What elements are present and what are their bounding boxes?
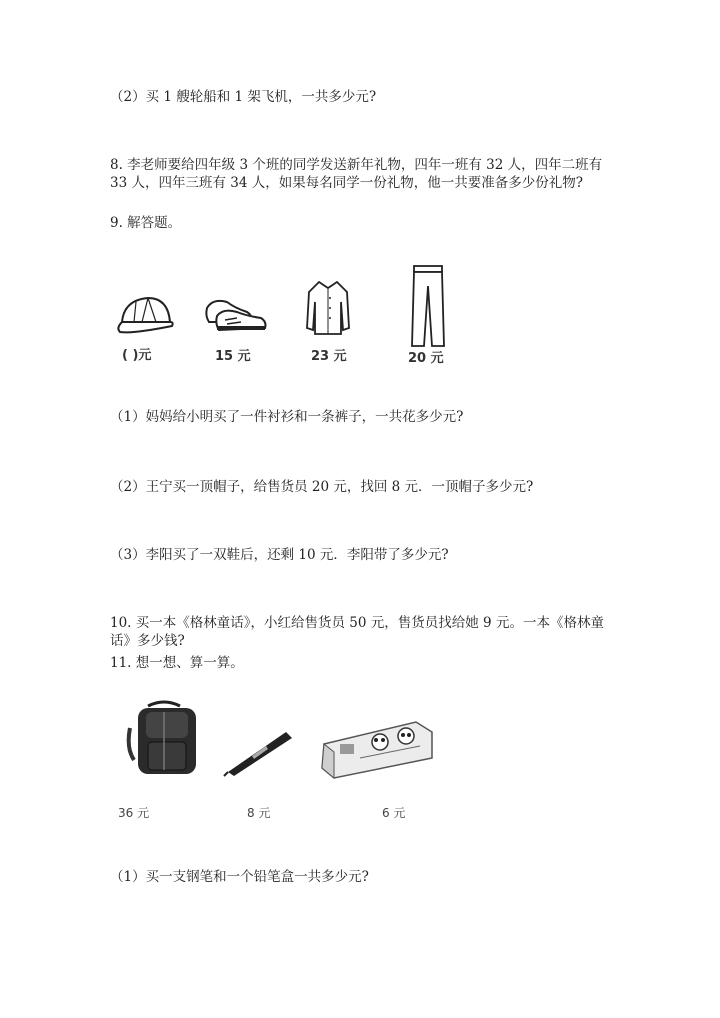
- pants-icon: [410, 264, 446, 348]
- backpack-icon: [124, 698, 206, 778]
- pants-price: 20 元: [408, 351, 444, 366]
- pen-price: 8 元: [247, 806, 271, 820]
- question-8: 8. 李老师要给四年级 3 个班的同学发送新年礼物，四年一班有 32 人，四年二班有 33 人，四年三班有 34 人，如果每名同学一份礼物，他一共要准备多少份礼物?: [110, 157, 603, 191]
- question-9-title: 9. 解答题。: [110, 215, 182, 231]
- shirt-price: 23 元: [311, 349, 347, 364]
- question-10: 10. 买一本《格林童话》，小红给售货员 50 元，售货员找给她 9 元。一本《格林童话》多少钱?: [110, 615, 604, 649]
- pencil-case-icon: [320, 718, 434, 780]
- q9-sub2: （2）王宁买一顶帽子，给售货员 20 元，找回 8 元．一顶帽子多少元?: [110, 479, 534, 495]
- cap-icon: [112, 292, 178, 336]
- question-11-title: 11. 想一想、算一算。: [110, 655, 244, 671]
- q9-sub1: （1）妈妈给小明买了一件衬衫和一条裤子，一共花多少元?: [110, 409, 464, 425]
- q7-part2: （2）买 1 艘轮船和 1 架飞机，一共多少元?: [110, 89, 377, 105]
- shirt-icon: [305, 278, 351, 336]
- shoes-price: 15 元: [215, 349, 251, 364]
- q11-sub1: （1）买一支钢笔和一个铅笔盒一共多少元?: [110, 869, 369, 885]
- q9-sub3: （3）李阳买了一双鞋后，还剩 10 元．李阳带了多少元?: [110, 547, 449, 563]
- cap-price: ( )元: [122, 348, 152, 363]
- pencil-case-price: 6 元: [382, 806, 406, 820]
- pen-icon: [222, 726, 294, 778]
- shoes-icon: [203, 294, 269, 334]
- backpack-price: 36 元: [118, 806, 150, 820]
